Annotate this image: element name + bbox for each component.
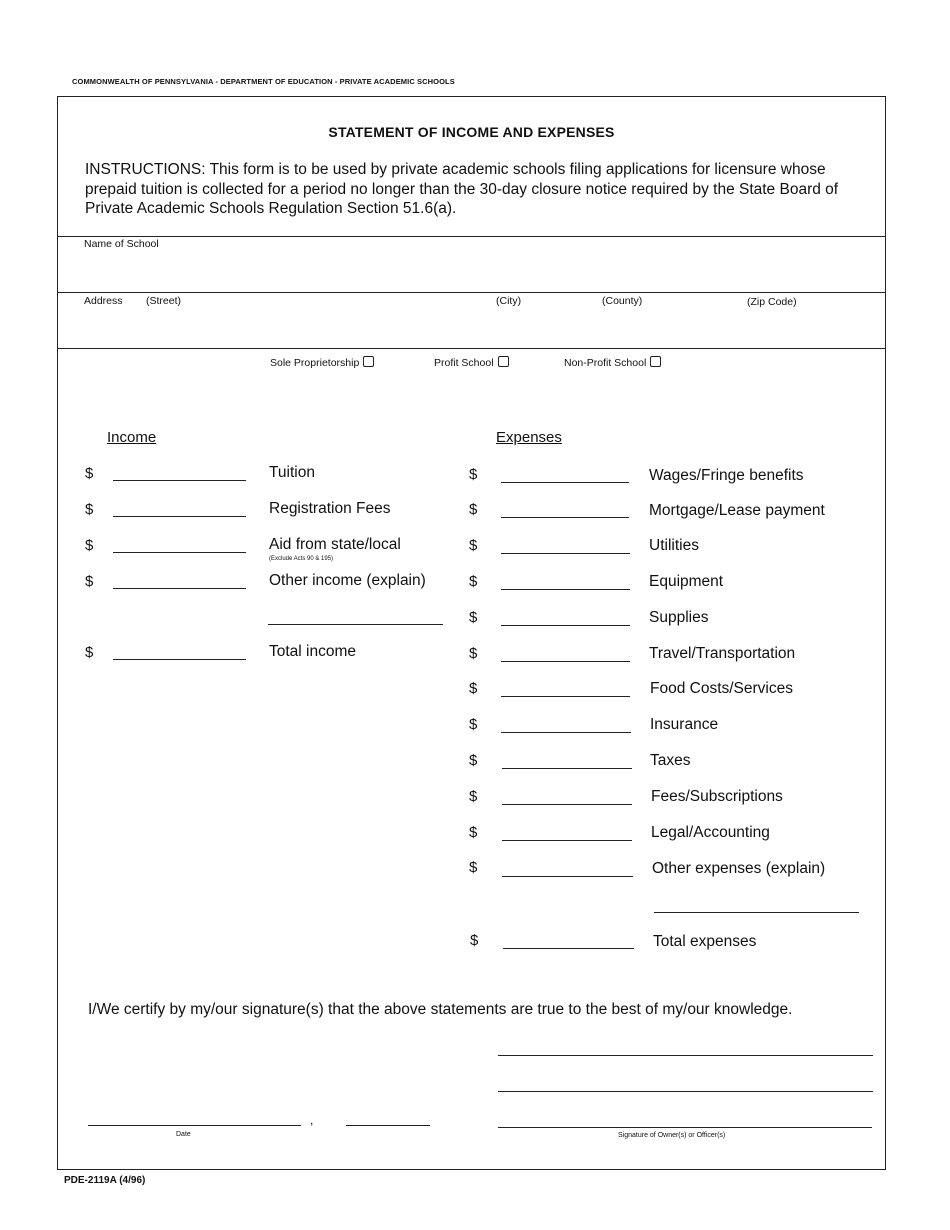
date-separator: , bbox=[310, 1113, 314, 1127]
other-income-explain-field[interactable] bbox=[268, 624, 443, 625]
certification-statement: I/We certify by my/our signature(s) that the above statements are true to the best of my/our knowledge. bbox=[88, 1001, 793, 1018]
aid-amount-field[interactable] bbox=[113, 552, 246, 553]
fees-amount-field[interactable] bbox=[502, 804, 632, 805]
expense-item-equipment: Equipment bbox=[649, 573, 724, 590]
county-label: (County) bbox=[602, 295, 643, 307]
mortgage-amount-field[interactable] bbox=[501, 517, 629, 518]
signature-line[interactable] bbox=[498, 1091, 873, 1092]
total-expenses-label: Total expenses bbox=[653, 933, 757, 950]
signature-line[interactable] bbox=[498, 1055, 873, 1056]
expense-item-mortgage: Mortgage/Lease payment bbox=[649, 502, 825, 519]
equipment-amount-field[interactable] bbox=[501, 589, 630, 590]
city-label: (City) bbox=[496, 295, 522, 307]
dollar-sign: $ bbox=[469, 537, 478, 554]
checkbox[interactable] bbox=[650, 356, 661, 367]
expense-item-insurance: Insurance bbox=[650, 716, 719, 733]
expense-item-other: Other expenses (explain) bbox=[652, 860, 826, 877]
dollar-sign: $ bbox=[469, 716, 478, 733]
signature-line[interactable] bbox=[498, 1127, 872, 1128]
form-number: PDE-2119A (4/96) bbox=[64, 1175, 146, 1186]
income-heading: Income bbox=[107, 429, 157, 446]
income-item-tuition: Tuition bbox=[269, 464, 315, 481]
checkbox[interactable] bbox=[498, 356, 509, 367]
divider bbox=[57, 348, 886, 349]
type-label: Non-Profit School bbox=[564, 357, 647, 369]
expense-item-wages: Wages/Fringe benefits bbox=[649, 467, 804, 484]
dollar-sign: $ bbox=[469, 466, 478, 483]
other-expenses-amount-field[interactable] bbox=[502, 876, 633, 877]
expenses-heading: Expenses bbox=[496, 429, 562, 446]
food-amount-field[interactable] bbox=[501, 696, 630, 697]
agency-header: COMMONWEALTH OF PENNSYLVANIA - DEPARTMENT OF EDUCATION - PRIVATE ACADEMIC SCHOOLS bbox=[72, 77, 455, 86]
type-non-profit-school[interactable] bbox=[564, 356, 661, 369]
type-sole-proprietorship[interactable] bbox=[270, 356, 374, 369]
date-caption: Date bbox=[176, 1131, 191, 1138]
aid-note: (Exclude Acts 90 & 195) bbox=[269, 556, 334, 562]
other-income-amount-field[interactable] bbox=[113, 588, 246, 589]
supplies-amount-field[interactable] bbox=[501, 625, 630, 626]
income-item-other: Other income (explain) bbox=[269, 572, 426, 589]
wages-amount-field[interactable] bbox=[501, 482, 629, 483]
utilities-amount-field[interactable] bbox=[501, 553, 630, 554]
checkbox[interactable] bbox=[363, 356, 374, 367]
dollar-sign: $ bbox=[469, 788, 478, 805]
total-expenses-amount-field[interactable] bbox=[503, 948, 634, 949]
expense-item-travel: Travel/Transportation bbox=[649, 645, 796, 662]
dollar-sign: $ bbox=[469, 859, 478, 876]
total-income-label: Total income bbox=[269, 643, 357, 660]
expense-item-fees: Fees/Subscriptions bbox=[651, 788, 783, 805]
dollar-sign: $ bbox=[85, 465, 94, 482]
other-expenses-explain-field[interactable] bbox=[654, 912, 859, 913]
dollar-sign: $ bbox=[469, 573, 478, 590]
expense-item-food: Food Costs/Services bbox=[650, 680, 793, 697]
type-label: Profit School bbox=[434, 357, 494, 369]
signature-caption: Signature of Owner(s) or Officer(s) bbox=[618, 1132, 726, 1139]
type-label: Sole Proprietorship bbox=[270, 357, 360, 369]
dollar-sign: $ bbox=[469, 680, 478, 697]
registration-fees-amount-field[interactable] bbox=[113, 516, 246, 517]
dollar-sign: $ bbox=[469, 645, 478, 662]
insurance-amount-field[interactable] bbox=[501, 732, 631, 733]
dollar-sign: $ bbox=[470, 932, 479, 949]
divider bbox=[57, 236, 886, 237]
divider bbox=[57, 292, 886, 293]
instructions-text: INSTRUCTIONS: This form is to be used by private academic schools filing applications for licensure whose prepaid tuition is collected for a period no longer than the 30-day closure notice required by the State Board of Private Academic Schools Regulation Section 51.6(a). bbox=[85, 161, 839, 217]
expense-item-utilities: Utilities bbox=[649, 537, 699, 554]
street-label: (Street) bbox=[146, 295, 182, 307]
dollar-sign: $ bbox=[469, 824, 478, 841]
date-field[interactable] bbox=[88, 1125, 301, 1126]
zip-code-label: (Zip Code) bbox=[747, 296, 797, 308]
income-item-registration-fees: Registration Fees bbox=[269, 500, 391, 517]
address-label: Address bbox=[84, 295, 123, 307]
school-name-label: Name of School bbox=[84, 238, 159, 250]
income-item-aid: Aid from state/local bbox=[269, 536, 401, 553]
legal-amount-field[interactable] bbox=[502, 840, 632, 841]
dollar-sign: $ bbox=[85, 537, 94, 554]
taxes-amount-field[interactable] bbox=[502, 768, 632, 769]
dollar-sign: $ bbox=[85, 644, 94, 661]
form-title: STATEMENT OF INCOME AND EXPENSES bbox=[328, 124, 615, 140]
address-field[interactable] bbox=[80, 309, 870, 345]
expense-item-supplies: Supplies bbox=[649, 609, 709, 626]
dollar-sign: $ bbox=[85, 501, 94, 518]
dollar-sign: $ bbox=[469, 609, 478, 626]
dollar-sign: $ bbox=[469, 752, 478, 769]
dollar-sign: $ bbox=[85, 573, 94, 590]
total-income-amount-field[interactable] bbox=[113, 659, 246, 660]
expense-item-taxes: Taxes bbox=[650, 752, 691, 769]
expense-item-legal: Legal/Accounting bbox=[651, 824, 770, 841]
type-profit-school[interactable] bbox=[434, 356, 509, 369]
tuition-amount-field[interactable] bbox=[113, 480, 246, 481]
school-name-field[interactable] bbox=[80, 252, 870, 288]
travel-amount-field[interactable] bbox=[501, 661, 630, 662]
year-field[interactable] bbox=[346, 1125, 430, 1126]
dollar-sign: $ bbox=[469, 501, 478, 518]
